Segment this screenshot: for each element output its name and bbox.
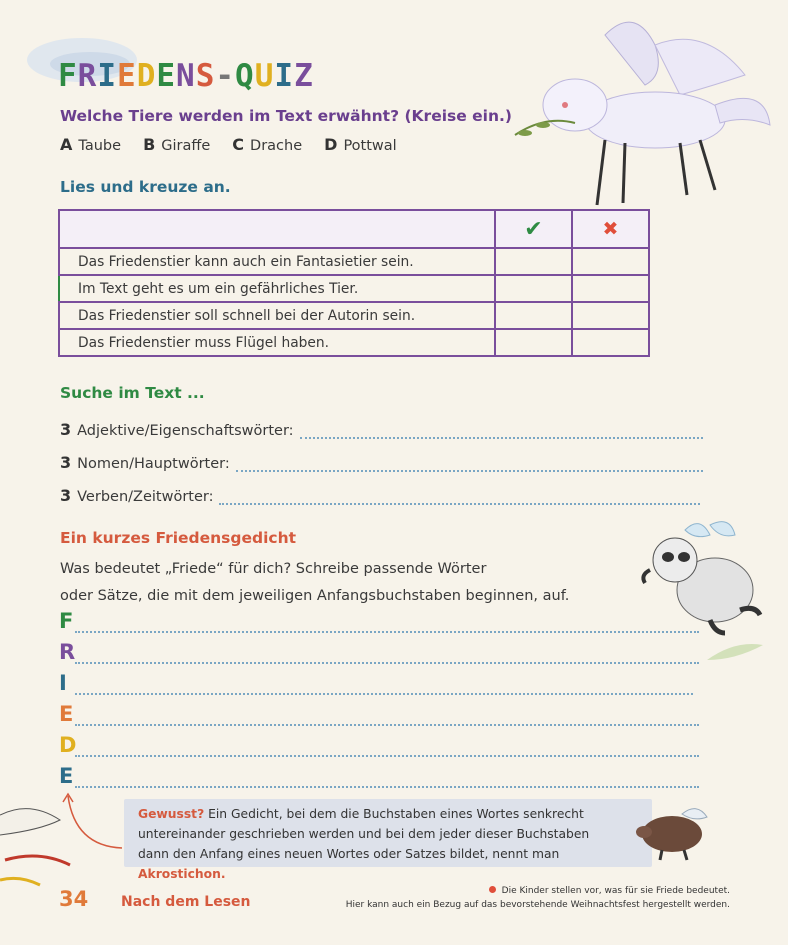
title-letter: -	[215, 58, 236, 94]
poem-heading: Ein kurzes Friedensgedicht	[60, 529, 297, 547]
false-column-header	[572, 210, 649, 248]
title-letter: D	[136, 58, 157, 94]
acrostic-row-r: R	[59, 640, 699, 664]
question-heading: Welche Tiere werden im Text erwähnt? (Kreise ein.)	[60, 107, 512, 125]
answer-options	[60, 135, 397, 154]
true-checkbox[interactable]	[495, 248, 572, 275]
check-icon: ✔	[524, 216, 543, 242]
info-box: Gewusst? Ein Gedicht, bei dem die Buchstaben eines Wortes senkrecht untereinander geschrieben werden und bei dem jeder dieser Buchstaben dann den Anfang eines neuen Wortes oder Satzes bildet, nennt man Akrostichon.	[124, 799, 652, 867]
title-letter: I	[274, 58, 295, 94]
acrostic-row-d: D	[59, 733, 699, 757]
title-letter: Z	[294, 58, 314, 94]
true-checkbox[interactable]	[495, 302, 572, 329]
cross-icon: ✖	[602, 218, 619, 240]
title-letter: U	[254, 58, 275, 94]
answer-line[interactable]	[75, 644, 699, 664]
title-letter: E	[156, 58, 177, 94]
title-letter: R	[77, 58, 98, 94]
title-letter: N	[176, 58, 196, 94]
title-letter: Q	[235, 58, 255, 94]
answer-line[interactable]	[75, 706, 699, 726]
answer-line-verbs[interactable]	[219, 489, 700, 505]
acrostic-row-e: E	[59, 702, 699, 726]
acrostic-row-i: I	[59, 671, 693, 695]
true-false-table	[58, 209, 650, 357]
option-d[interactable]: D Pottwal	[324, 135, 397, 154]
peace-animal-illustration	[505, 5, 775, 210]
table-heading: Lies und kreuze an.	[60, 178, 231, 196]
section-label: Nach dem Lesen	[121, 894, 251, 910]
answer-line-adjectives[interactable]	[300, 423, 703, 439]
option-a[interactable]: A Taube	[60, 135, 122, 154]
title-letter: S	[195, 58, 216, 94]
answer-line[interactable]	[75, 737, 699, 757]
answer-line-nouns[interactable]	[236, 456, 703, 472]
option-b[interactable]: B Giraffe	[143, 135, 211, 154]
table-row	[59, 275, 649, 302]
false-checkbox[interactable]	[572, 275, 649, 302]
statement: Das Friedenstier kann auch ein Fantasietier sein.	[59, 248, 495, 275]
title-letter: E	[117, 58, 137, 94]
answer-line[interactable]	[75, 768, 699, 788]
statement: Das Friedenstier soll schnell bei der Autorin sein.	[59, 302, 495, 329]
false-checkbox[interactable]	[572, 329, 649, 356]
title-letter: I	[97, 58, 118, 94]
table-row	[59, 248, 649, 275]
table-row	[59, 302, 649, 329]
title-letter: F	[58, 58, 78, 94]
answer-line[interactable]	[75, 613, 699, 633]
leaf-decoration	[705, 640, 765, 665]
table-row	[59, 329, 649, 356]
answer-line[interactable]	[75, 675, 693, 695]
acrostic-row-e2: E	[59, 764, 699, 788]
statement: Das Friedenstier muss Flügel haben.	[59, 329, 495, 356]
true-checkbox[interactable]	[495, 275, 572, 302]
false-checkbox[interactable]	[572, 248, 649, 275]
page-number: 34	[59, 887, 89, 911]
option-c[interactable]: C Drache	[232, 135, 303, 154]
search-verbs-row: 3 Verben/Zeitwörter:	[60, 486, 700, 505]
bullet-icon	[489, 886, 496, 893]
false-checkbox[interactable]	[572, 302, 649, 329]
winged-boar-illustration	[632, 802, 722, 862]
search-nouns-row: 3 Nomen/Hauptwörter:	[60, 453, 703, 472]
search-heading: Suche im Text ...	[60, 384, 205, 402]
true-checkbox[interactable]	[495, 329, 572, 356]
true-column-header	[495, 210, 572, 248]
poem-instructions: Was bedeutet „Friede“ für dich? Schreibe passende Wörter oder Sätze, die mit dem jeweiligen Anfangsbuchstaben beginnen, auf.	[60, 561, 570, 604]
search-adjectives-row: 3 Adjektive/Eigenschaftswörter:	[60, 420, 703, 439]
teacher-note: Die Kinder stellen vor, was für sie Friede bedeutet. Hier kann auch ein Bezug auf das bevorstehende Weihnachtsfest hergestellt werden.	[345, 886, 730, 910]
acrostic-row-f: F	[59, 609, 699, 633]
statement: Im Text geht es um ein gefährliches Tier.	[59, 275, 495, 302]
page-title	[58, 58, 314, 94]
